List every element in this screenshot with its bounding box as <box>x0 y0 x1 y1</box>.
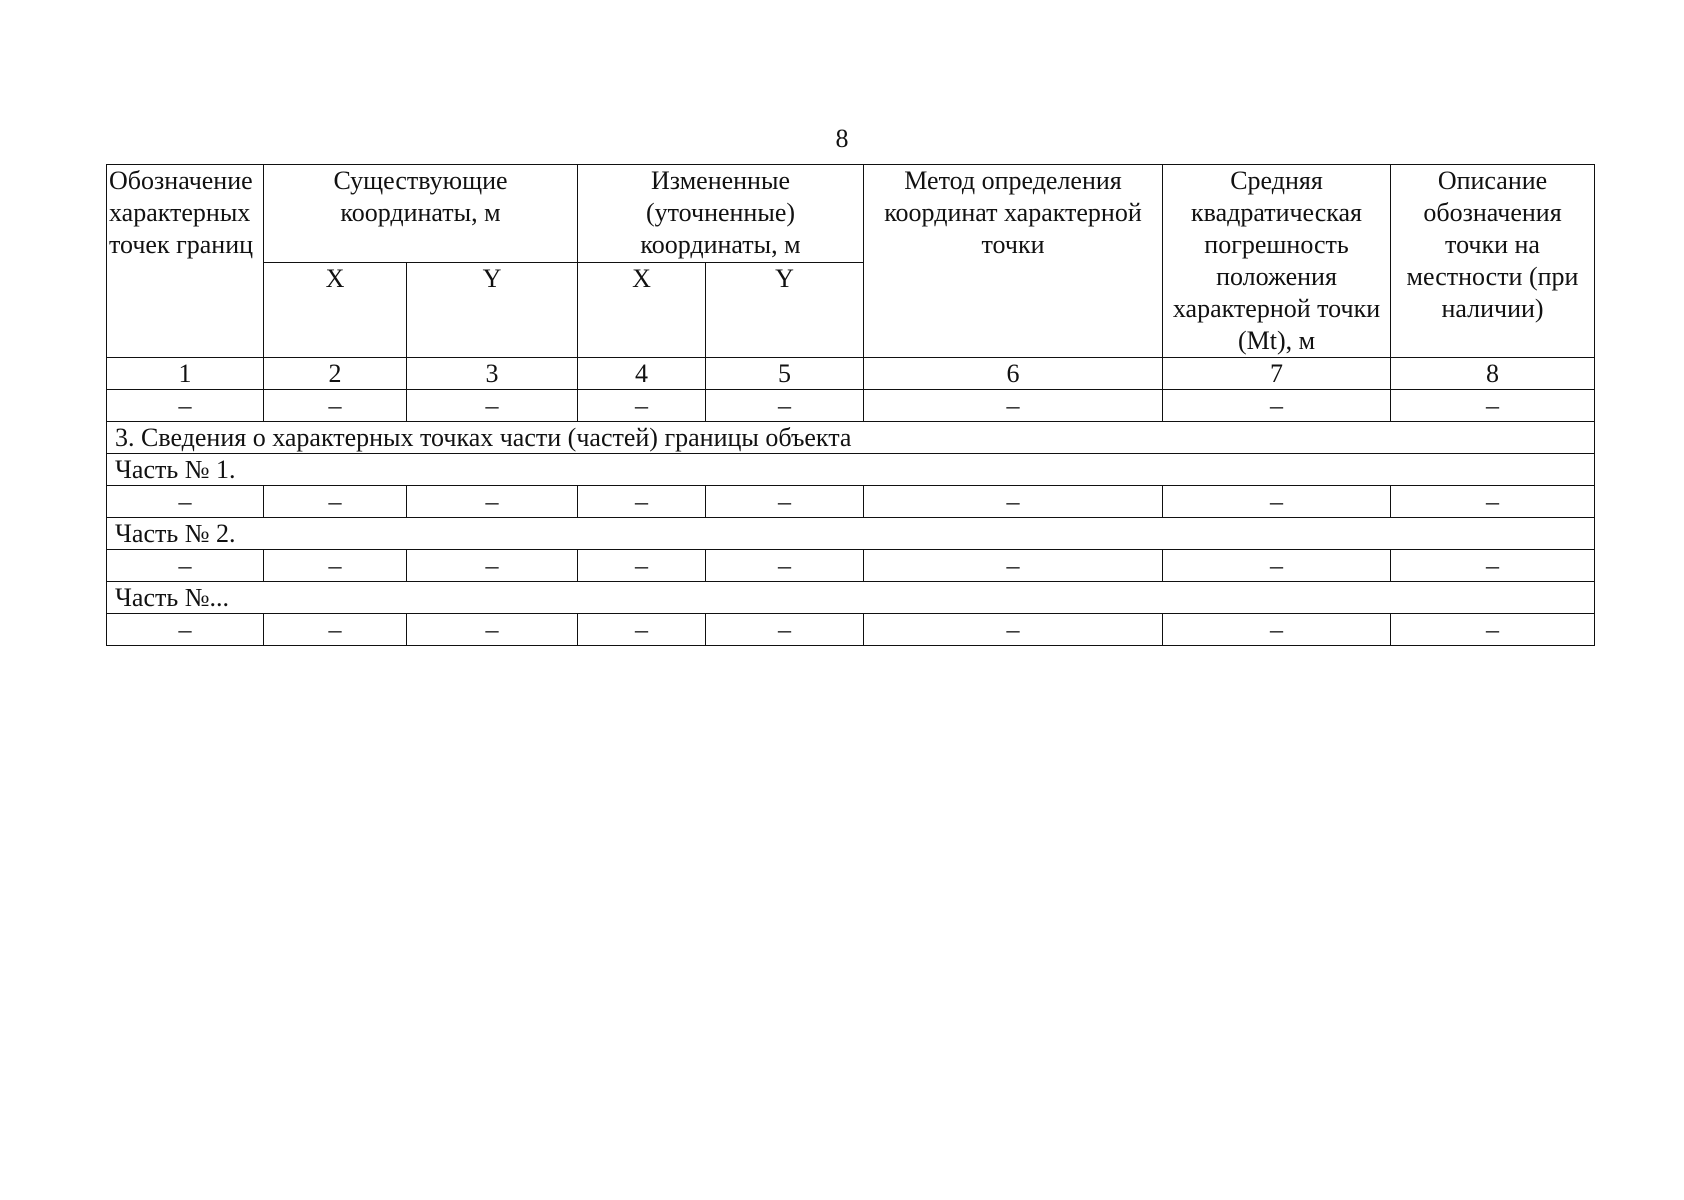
dash-cell: – <box>264 550 407 582</box>
dash-cell: – <box>864 614 1163 646</box>
dash-cell: – <box>706 486 864 518</box>
page-number: 8 <box>835 124 849 153</box>
dash-cell: – <box>264 390 407 422</box>
column-number: 6 <box>864 358 1163 390</box>
dash-cell: – <box>107 614 264 646</box>
dash-cell: – <box>1391 486 1595 518</box>
dash-cell: – <box>578 486 706 518</box>
section-title-row <box>107 422 1595 454</box>
dash-cell: – <box>864 390 1163 422</box>
table-row <box>107 614 1595 646</box>
dash-cell: – <box>578 550 706 582</box>
dash-cell: – <box>407 550 578 582</box>
table-row <box>107 550 1595 582</box>
table-row <box>107 486 1595 518</box>
header-point-designation: Обозначение характерных точек границ <box>107 165 264 358</box>
dash-cell: – <box>578 390 706 422</box>
header-existing-y: Y <box>407 262 578 358</box>
dash-cell: – <box>107 486 264 518</box>
header-method: Метод определения координат характерной точки <box>864 165 1163 358</box>
part-row <box>107 518 1595 550</box>
column-number: 8 <box>1391 358 1595 390</box>
dash-cell: – <box>578 614 706 646</box>
characteristic-points-table <box>106 164 1595 646</box>
column-number: 3 <box>407 358 578 390</box>
header-existing-coordinates: Существующие координаты, м <box>264 165 578 263</box>
column-number: 5 <box>706 358 864 390</box>
dash-cell: – <box>1391 614 1595 646</box>
header-point-description: Описание обозначения точки на местности (при наличии) <box>1391 165 1595 358</box>
column-number: 2 <box>264 358 407 390</box>
header-changed-x: X <box>578 262 706 358</box>
dash-cell: – <box>407 614 578 646</box>
section-title: 3. Сведения о характерных точках части (частей) границы объекта <box>107 422 1595 454</box>
dash-cell: – <box>264 486 407 518</box>
dash-cell: – <box>407 390 578 422</box>
column-number-row <box>107 358 1595 390</box>
header-existing-x: X <box>264 262 407 358</box>
dash-cell: – <box>706 550 864 582</box>
dash-cell: – <box>107 550 264 582</box>
dash-cell: – <box>107 390 264 422</box>
header-row-1 <box>107 165 1595 263</box>
table-row <box>107 390 1595 422</box>
column-number: 4 <box>578 358 706 390</box>
dash-cell: – <box>864 486 1163 518</box>
dash-cell: – <box>706 390 864 422</box>
dash-cell: – <box>1163 390 1391 422</box>
dash-cell: – <box>1163 486 1391 518</box>
dash-cell: – <box>264 614 407 646</box>
part-label: Часть №... <box>107 582 1595 614</box>
part-row <box>107 454 1595 486</box>
column-number: 7 <box>1163 358 1391 390</box>
header-changed-coordinates: Измененные (уточненные) координаты, м <box>578 165 864 263</box>
dash-cell: – <box>706 614 864 646</box>
part-label: Часть № 2. <box>107 518 1595 550</box>
header-mean-square-error: Средняя квадратическая погрешность положения характерной точки (Mt), м <box>1163 165 1391 358</box>
dash-cell: – <box>407 486 578 518</box>
part-label: Часть № 1. <box>107 454 1595 486</box>
part-row <box>107 582 1595 614</box>
header-changed-y: Y <box>706 262 864 358</box>
dash-cell: – <box>1391 550 1595 582</box>
dash-cell: – <box>1163 614 1391 646</box>
column-number: 1 <box>107 358 264 390</box>
dash-cell: – <box>1391 390 1595 422</box>
dash-cell: – <box>1163 550 1391 582</box>
dash-cell: – <box>864 550 1163 582</box>
